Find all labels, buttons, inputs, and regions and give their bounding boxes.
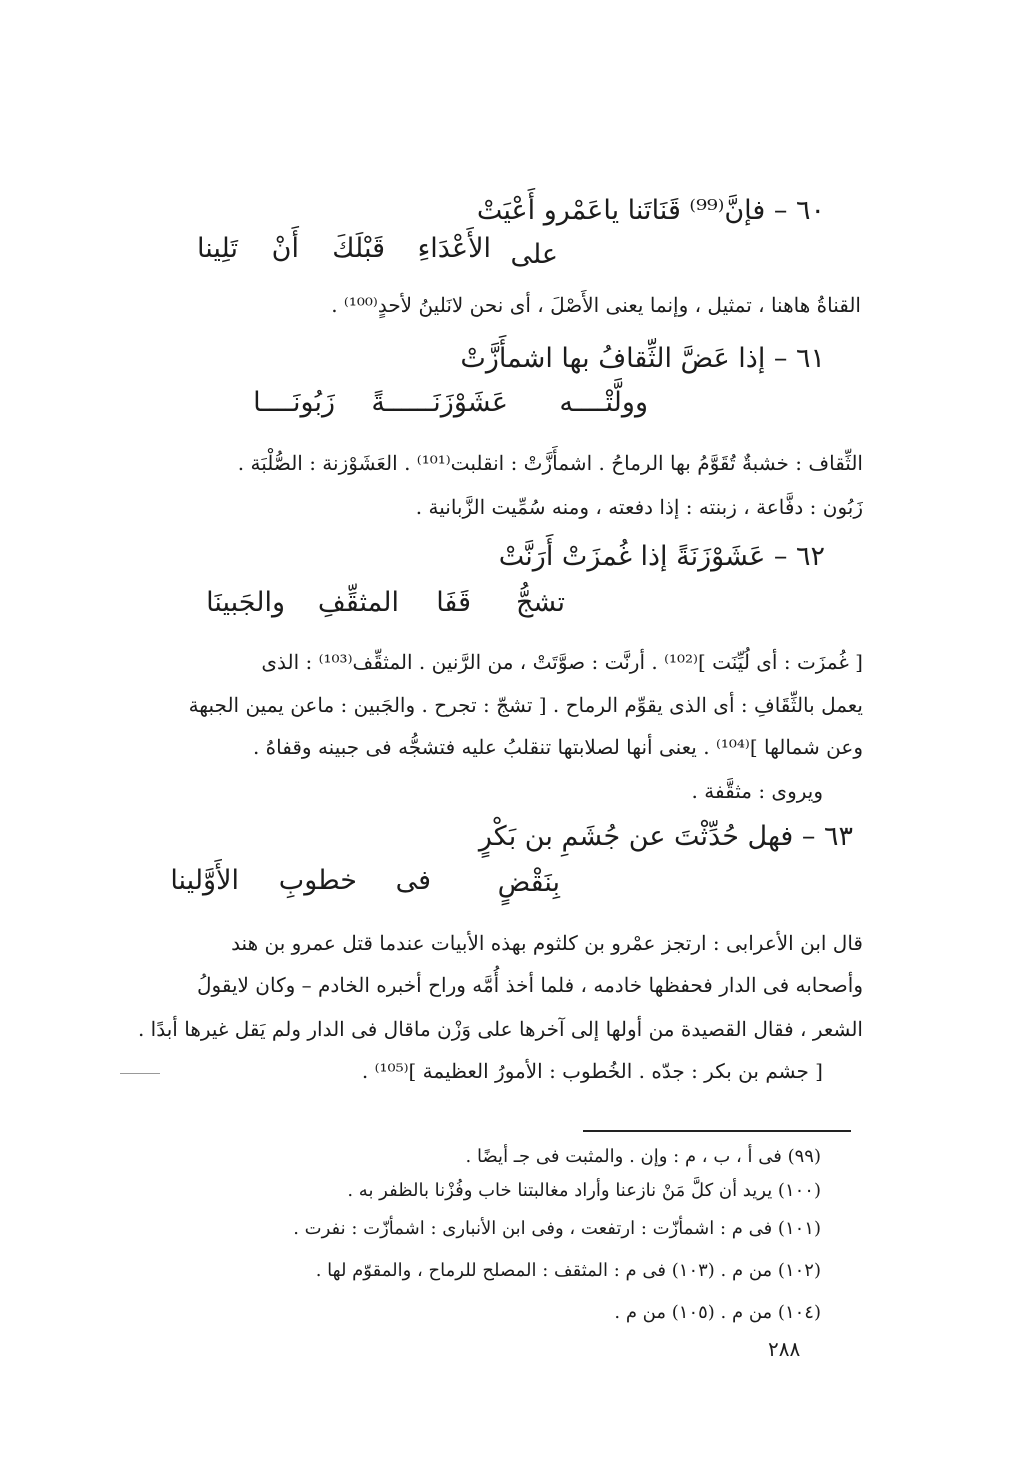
commentary-62-line-1: [ غُمزَت : أى لُيِّنَت ]⁽¹⁰²⁾ . أرنَّت : صوَّتَتْ ، من الرَّنين . المثقِّف⁽¹⁰³⁾ : الذى bbox=[261, 650, 863, 674]
commentary-62-line-4: ويروى : مثقَّفة . bbox=[691, 779, 823, 803]
commentary-61-line-1: الثِّقاف : خشبةٌ تُقَوَّمُ بها الرماحُ . اشمأَزَّتْ : انقلبت⁽¹⁰¹⁾ . العَشَوْزنة : الصُّلْبَة . bbox=[237, 451, 863, 475]
footnote-102-103: (١٠٢) من م . (١٠٣) فى م : المثقف : المصلح للرماح ، والمقوّم لها . bbox=[315, 1260, 821, 1281]
verse-word: خطوبِ bbox=[278, 865, 357, 896]
verse-word: والجَبينَا bbox=[206, 587, 285, 618]
commentary-60: القناةُ هاهنا ، تمثيل ، وإنما يعنى الأَصْلَ ، أى نحن لانَلينُ لأحدٍ⁽¹⁰⁰⁾ . bbox=[331, 293, 861, 317]
verse-word: المثقِّفِ bbox=[317, 587, 399, 618]
verse-60-first-hemistich: ٦٠ – فإنَّ⁽⁹⁹⁾ قَنَاتَنا ياعَمْرو أَعْيَتْ bbox=[476, 195, 825, 226]
footnote-104-105: (١٠٤) من م . (١٠٥) من م . bbox=[614, 1302, 821, 1323]
verse-word: زَبُونَــــا bbox=[253, 387, 335, 418]
verse-word: قَبْلَكَ bbox=[332, 233, 385, 264]
commentary-63-line-3: الشعر ، فقال القصيدة من أولها إلى آخرها على وَزْن ماقال فى الدار ولم يَقل غيرها أبدًا . bbox=[137, 1017, 863, 1041]
verse-word: الأَوَّلينا bbox=[170, 865, 239, 896]
commentary-63-line-1: قال ابن الأعرابى : ارتجز عمْرو بن كلثوم بهذه الأبيات عندما قتل عمرو بن هند bbox=[231, 931, 863, 955]
footnote-99: (٩٩) فى أ ، ب ، م : وإن . والمثبت فى جـ أيضًا . bbox=[465, 1146, 821, 1167]
footnote-separator bbox=[583, 1130, 851, 1132]
verse-word: عَشَوْزَنَــــــةً bbox=[371, 387, 508, 418]
verse-63-first-hemistich: ٦٣ – فهل حُدِّثْتَ عن جُشَمِ بن بَكْرٍ bbox=[478, 821, 853, 852]
verse-word: أَنْ bbox=[271, 233, 299, 264]
footnote-101: (١٠١) فى م : اشمأزّت : ارتفعت ، وفى ابن الأنبارى : اشمأزّت : نفرت . bbox=[293, 1218, 821, 1239]
verse-word: تَلِينا bbox=[197, 233, 238, 264]
verse-word: على bbox=[510, 239, 558, 270]
page-number: ٢٨٨ bbox=[768, 1337, 801, 1361]
commentary-62-line-3: وعن شمالها ]⁽¹⁰⁴⁾ . يعنى أنها لصلابتها تنقلبُ عليه فتشجُّه فى جبينه وقفاهُ . bbox=[252, 735, 863, 759]
verse-word: الأَعْدَاءِ bbox=[417, 233, 491, 264]
footnote-100: (١٠٠) يريد أن كلَّ مَنْ نازعنا وأراد مغالبتنا خاب وفُزْنا بالظفر به . bbox=[347, 1180, 821, 1201]
commentary-61-line-2: زَبُون : دفَّاعة ، زبنته : إذا دفعته ، ومنه سُمِّيت الزَّبانية . bbox=[415, 495, 863, 519]
verse-word: قَفَا bbox=[436, 587, 471, 618]
commentary-63-line-2: وأصحابه فى الدار فحفظها خادمه ، فلما أخذ أُمَّه وراح أخبره الخادم – وكان لايقولُ bbox=[196, 973, 863, 997]
verse-61-first-hemistich: ٦١ – إذا عَضَّ الثِّقافُ بها اشمأَزَّتْ bbox=[460, 343, 825, 374]
verse-word: فى bbox=[395, 865, 431, 896]
commentary-62-line-2: يعمل بالثِّقَافِ : أى الذى يقوِّم الرماح . [ تشجّ : تجرح . والجَبين : ماعن يمين الجبهة bbox=[188, 693, 863, 717]
verse-62-first-hemistich: ٦٢ – عَشَوْزَنَةً إذا غُمزَتْ أَرَنَّتْ bbox=[498, 541, 825, 572]
verse-word: وولَّتْــــه bbox=[559, 387, 648, 418]
margin-mark bbox=[120, 1073, 160, 1074]
verse-word: بِنَقْضٍ bbox=[497, 867, 560, 898]
verse-word: تشجُّ bbox=[515, 587, 565, 618]
commentary-63-line-4: [ جشم بن بكر : جدّه . الخُطوب : الأمورُ العظيمة ]⁽¹⁰⁵⁾ . bbox=[361, 1059, 823, 1083]
